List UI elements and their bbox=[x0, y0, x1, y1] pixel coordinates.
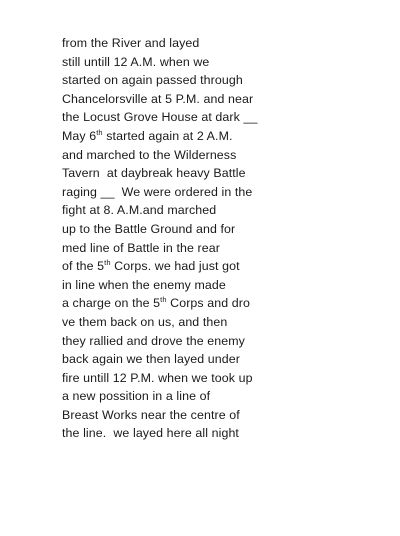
text-line bbox=[62, 146, 392, 165]
superscript-text: th bbox=[104, 258, 111, 268]
line-text: fire untill 12 P.M. when we took up bbox=[62, 370, 253, 385]
line-text: med line of Battle in the rear bbox=[62, 240, 220, 255]
text-line bbox=[62, 406, 392, 425]
line-text: they rallied and drove the enemy bbox=[62, 333, 245, 348]
text-line bbox=[62, 71, 392, 90]
text-line bbox=[62, 127, 392, 146]
line-text: still untill 12 A.M. when we bbox=[62, 54, 210, 69]
line-text: Corps and dro bbox=[166, 296, 250, 311]
text-line bbox=[62, 313, 392, 332]
superscript-text: th bbox=[160, 295, 167, 305]
text-line bbox=[62, 34, 392, 53]
superscript-text: th bbox=[96, 127, 103, 137]
line-text: back again we then layed under bbox=[62, 352, 240, 367]
line-text: up to the Battle Ground and for bbox=[62, 221, 236, 236]
line-text: raging __ We were ordered in the bbox=[62, 184, 253, 199]
transcription-text bbox=[62, 34, 392, 443]
line-text: the Locust Grove House at dark __ bbox=[62, 110, 258, 125]
line-text: Corps. we had just got bbox=[110, 259, 240, 274]
line-text: ve them back on us, and then bbox=[62, 314, 228, 329]
text-line bbox=[62, 332, 392, 351]
text-line bbox=[62, 276, 392, 295]
line-text: fight at 8. A.M.and marched bbox=[62, 203, 217, 218]
line-text: the line. we layed here all night bbox=[62, 426, 239, 441]
text-line bbox=[62, 90, 392, 109]
line-text: started on again passed through bbox=[62, 73, 243, 88]
text-line bbox=[62, 257, 392, 276]
text-line bbox=[62, 294, 392, 313]
line-text: Chancelorsville at 5 P.M. and near bbox=[62, 91, 254, 106]
text-line bbox=[62, 183, 392, 202]
text-line bbox=[62, 350, 392, 369]
line-text: in line when the enemy made bbox=[62, 277, 226, 292]
line-text: of the 5 bbox=[62, 259, 105, 274]
text-line bbox=[62, 164, 392, 183]
line-text: Tavern at daybreak heavy Battle bbox=[62, 166, 246, 181]
text-line bbox=[62, 424, 392, 443]
text-line bbox=[62, 201, 392, 220]
line-text: a new possition in a line of bbox=[62, 389, 211, 404]
text-line bbox=[62, 239, 392, 258]
line-text: from the River and layed bbox=[62, 36, 200, 50]
text-line bbox=[62, 369, 392, 388]
line-text: May 6 bbox=[62, 128, 97, 143]
line-text: Breast Works near the centre of bbox=[62, 407, 240, 422]
line-text: a charge on the 5 bbox=[62, 296, 161, 311]
text-line bbox=[62, 53, 392, 72]
text-line bbox=[62, 108, 392, 127]
text-line bbox=[62, 387, 392, 406]
text-line bbox=[62, 220, 392, 239]
line-text: started again at 2 A.M. bbox=[102, 128, 233, 143]
line-text: and marched to the Wilderness bbox=[62, 147, 237, 162]
